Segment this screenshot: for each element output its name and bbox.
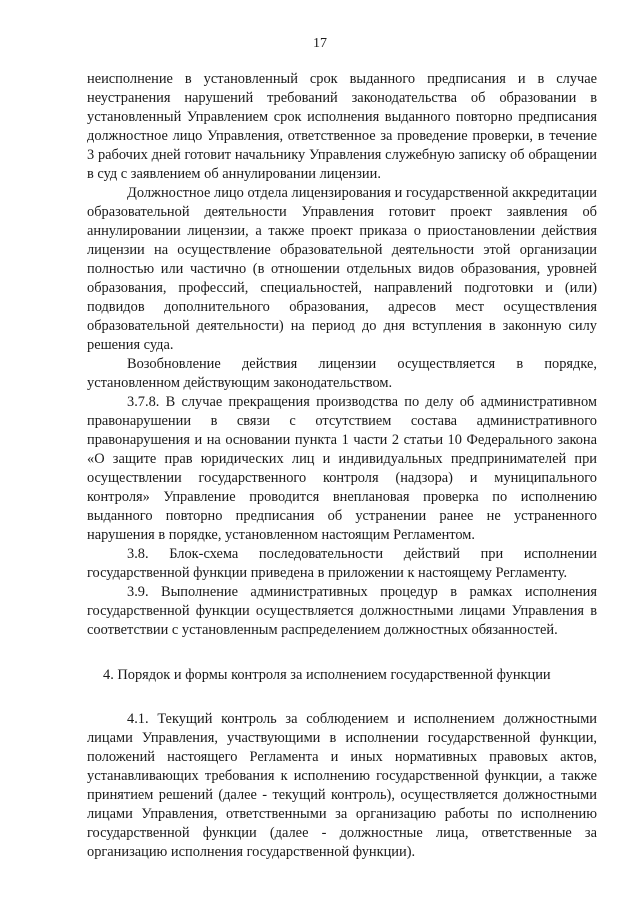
paragraph-license-renewal: Возобновление действия лицензии осуществляется в порядке, установленном действующим законодательством. [87, 356, 597, 391]
document-body [87, 70, 597, 862]
paragraph-annulment-memo: неисполнение в установленный срок выданного предписания и в случае неустранения нарушений требований законодательства об образовании в установленный Управлением срок исполнения выданного повторно предписания должностное лицо Управления, ответственное за проведение проверки, в течение 3 рабочих дней готовит начальнику Управления служебную записку об обращении в суд с заявлением об аннулировании лицензии. [87, 71, 597, 182]
section-heading-4: 4. Порядок и формы контроля за исполнением государственной функции [103, 667, 551, 683]
paragraph-3-8: 3.8. Блок-схема последовательности действий при исполнении государственной функции приведена в приложении к настоящему Регламенту. [87, 546, 597, 581]
paragraph-4-1: 4.1. Текущий контроль за соблюдением и исполнением должностными лицами Управления, участвующими в исполнении государственной функции, положений настоящего Регламента и иных нормативных правовых актов, устанавливающих требования к исполнению государственной функции, а также принятием решений (далее - текущий контроль), осуществляется должностными лицами Управления, ответственными за организацию работы по исполнению государственной функции (далее - должностные лица, ответственные за организацию исполнения государственной функции). [87, 711, 597, 860]
paragraph-annulment-draft: Должностное лицо отдела лицензирования и государственной аккредитации образовательной деятельности Управления готовит проект заявления об аннулировании лицензии, а также проект приказа о приостановлении действия лицензии на осуществление образовательной деятельности этой организации полностью или частично (в отношении отдельных видов образования, уровней образования, профессий, специальностей, направлений подготовки и (или) подвидов дополнительного образования, адресов мест осуществления образовательной деятельности) на период до дня вступления в законную силу решения суда. [87, 185, 597, 353]
paragraph-3-9: 3.9. Выполнение административных процедур в рамках исполнения государственной функции осуществляется должностными лицами Управления в соответствии с установленным распределением должностных обязанностей. [87, 584, 597, 638]
paragraph-3-7-8: 3.7.8. В случае прекращения производства по делу об административном правонарушении в связи с отсутствием состава административного правонарушения и на основании пункта 1 части 2 статьи 10 Федерального закона «О защите прав юридических лиц и индивидуальных предпринимателей при осуществлении государственного контроля (надзора) и муниципального контроля» Управление проводится внеплановая проверка по исполнению выданного повторно предписания об устранении ранее не устраненного нарушения в порядке, установленном настоящим Регламентом. [87, 394, 597, 543]
page-number: 17 [313, 36, 327, 51]
